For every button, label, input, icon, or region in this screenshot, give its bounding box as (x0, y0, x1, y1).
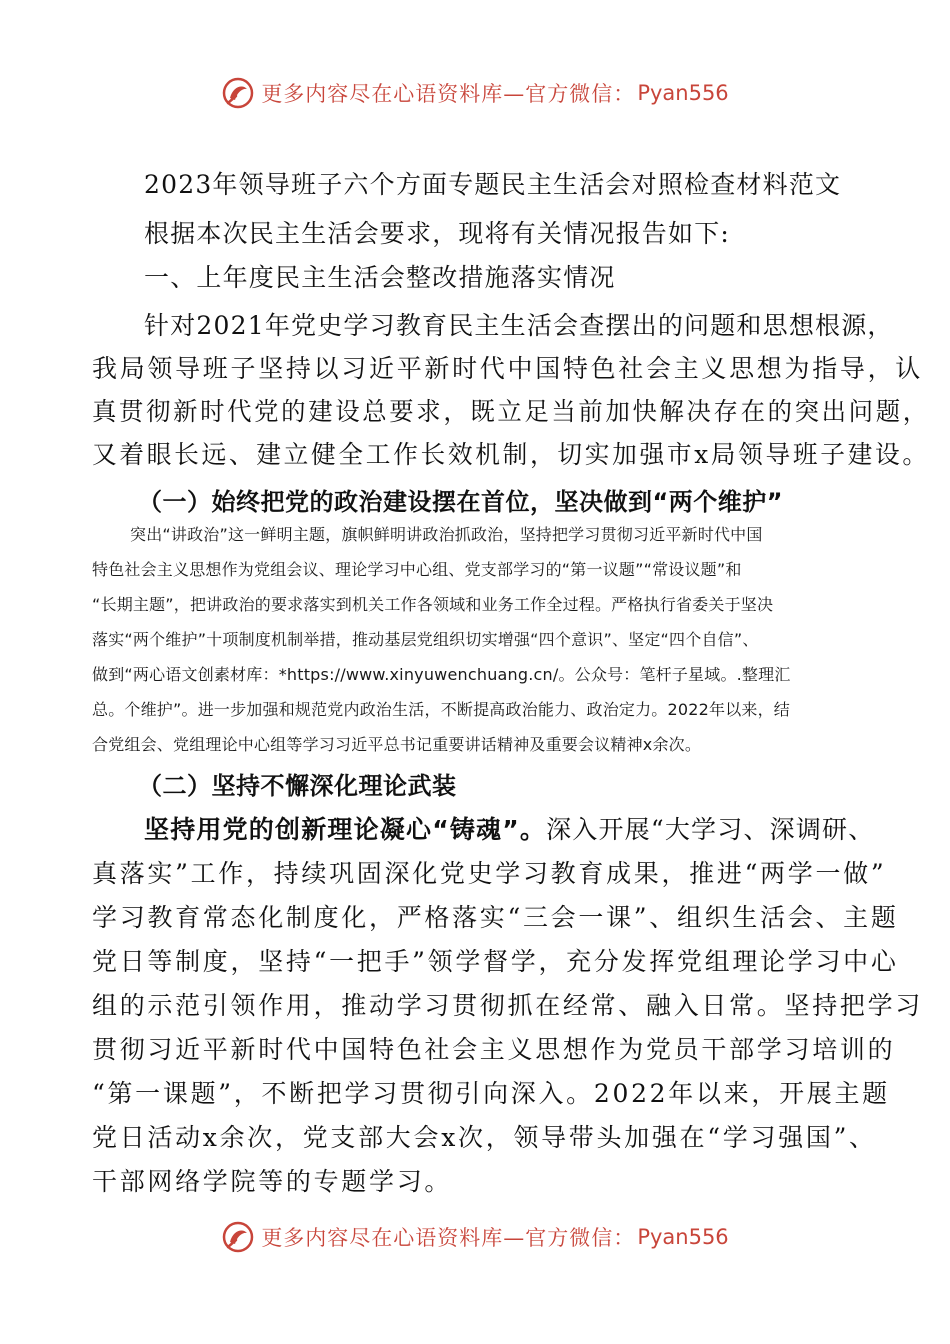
para2-line: 党日活动x余次，党支部大会x次，领导带头加强在“学习强国”、 (92, 1123, 877, 1152)
para2-lead: 坚持用党的创新理论凝心“铸魂”。 (144, 815, 547, 844)
para1-line: 针对2021年党史学习教育民主生活会查摆出的问题和思想根源， (144, 311, 894, 340)
banner-text: 更多内容尽在心语资料库—官方微信： (261, 1226, 636, 1250)
para2-first-rest: 深入开展“大学习、深调研、 (546, 815, 875, 844)
header-banner (0, 68, 950, 118)
sub1-line: 突出“讲政治”这一鲜明主题，旗帜鲜明讲政治抓政治，坚持把学习贯彻习近平新时代中国 (130, 525, 763, 544)
subsection-heading-1: （一）始终把党的政治建设摆在首位，坚决做到“两个维护” (138, 488, 784, 516)
sub1-line: 合党组会、党组理论中心组等学习习近平总书记重要讲话精神及重要会议精神x余次。 (92, 735, 702, 754)
logo-icon (221, 1220, 255, 1254)
sub1-line: “长期主题”，把讲政治的要求落实到机关工作各领域和业务工作全过程。严格执行省委关于坚决 (92, 595, 774, 614)
banner-wechat-id: Pyan556 (637, 81, 729, 105)
sub1-line: 特色社会主义思想作为党组会议、理论学习中心组、党支部学习的“第一议题”“常设议题”和 (92, 560, 742, 579)
para2-line: 干部网络学院等的专题学习。 (92, 1167, 453, 1196)
sub1-line: 总。个维护”。进一步加强和规范党内政治生活，不断提高政治能力、政治定力。2022年以来，结 (92, 700, 791, 719)
intro-paragraph: 根据本次民主生活会要求，现将有关情况报告如下: (144, 219, 731, 248)
sub1-line: 落实“两个维护”十项制度机制举措，推动基层党组织切实增强“四个意识”、坚定“四个自信”、 (92, 630, 759, 649)
document-title: 2023年领导班子六个方面专题民主生活会对照检查材料范文 (144, 170, 842, 199)
para2-line: 党日等制度，坚持“一把手”领学督学，充分发挥党组理论学习中心 (92, 947, 899, 976)
para1-line: 真贯彻新时代党的建设总要求，既立足当前加快解决存在的突出问题， (92, 397, 930, 426)
banner-text: 更多内容尽在心语资料库—官方微信： (261, 82, 636, 106)
logo-icon (221, 76, 255, 110)
footer-banner (0, 1212, 950, 1262)
para2-line: “第一课题”，不断把学习贯彻引向深入。2022年以来，开展主题 (92, 1079, 890, 1108)
para2-line: 学习教育常态化制度化，严格落实“三会一课”、组织生活会、主题 (92, 903, 899, 932)
para2-first-line (144, 810, 874, 846)
para2-line: 真落实”工作，持续巩固深化党史学习教育成果，推进“两学一做” (92, 859, 887, 888)
subsection-heading-2: （二）坚持不懈深化理论武装 (138, 772, 457, 800)
para2-line: 贯彻习近平新时代中国特色社会主义思想作为党员干部学习培训的 (92, 1035, 896, 1064)
banner-wechat-id: Pyan556 (637, 1225, 729, 1249)
para1-line: 又着眼长远、建立健全工作长效机制，切实加强市x局领导班子建设。 (92, 440, 930, 469)
sub1-line: 做到“两心语文创素材库：*https://www.xinyuwenchuang.cn/。公众号：笔杆子星域。.整理汇 (92, 665, 791, 684)
para1-line: 我局领导班子坚持以习近平新时代中国特色社会主义思想为指导，认 (92, 354, 924, 383)
section-heading-1: 一、上年度民主生活会整改措施落实情况 (144, 263, 616, 292)
para2-line: 组的示范引领作用，推动学习贯彻抓在经常、融入日常。坚持把学习 (92, 991, 924, 1020)
